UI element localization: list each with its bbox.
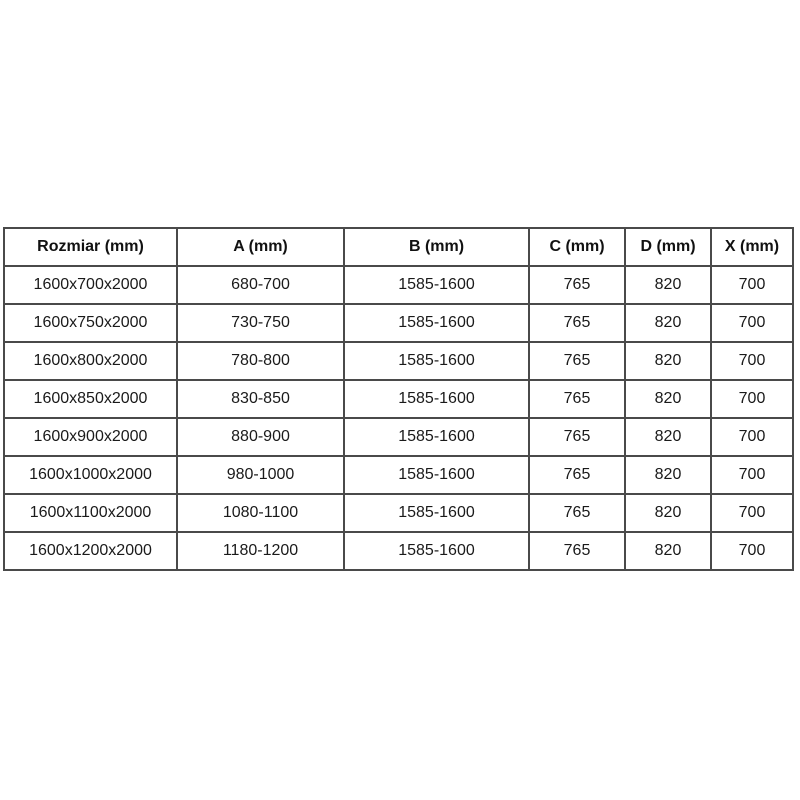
table-cell: 700 [711, 266, 793, 304]
table-cell: 820 [625, 532, 711, 570]
table-cell: 1585-1600 [344, 304, 529, 342]
table-cell: 1600x750x2000 [4, 304, 177, 342]
table-cell: 700 [711, 456, 793, 494]
table-cell: 700 [711, 532, 793, 570]
table-cell: 780-800 [177, 342, 344, 380]
table-cell: 765 [529, 494, 625, 532]
table-cell: 820 [625, 494, 711, 532]
size-spec-table-container [3, 227, 793, 571]
table-row [4, 418, 793, 456]
column-header: X (mm) [711, 228, 793, 266]
table-cell: 1585-1600 [344, 532, 529, 570]
table-cell: 700 [711, 418, 793, 456]
table-cell: 820 [625, 304, 711, 342]
table-row [4, 304, 793, 342]
table-cell: 1600x1100x2000 [4, 494, 177, 532]
table-body [4, 266, 793, 570]
table-cell: 880-900 [177, 418, 344, 456]
table-cell: 700 [711, 304, 793, 342]
table-cell: 1600x1000x2000 [4, 456, 177, 494]
table-cell: 1585-1600 [344, 342, 529, 380]
table-cell: 680-700 [177, 266, 344, 304]
column-header: D (mm) [625, 228, 711, 266]
table-cell: 820 [625, 342, 711, 380]
table-cell: 730-750 [177, 304, 344, 342]
table-cell: 700 [711, 342, 793, 380]
table-cell: 1600x700x2000 [4, 266, 177, 304]
table-cell: 1600x900x2000 [4, 418, 177, 456]
table-cell: 1180-1200 [177, 532, 344, 570]
table-cell: 820 [625, 418, 711, 456]
table-row [4, 342, 793, 380]
table-cell: 820 [625, 380, 711, 418]
table-cell: 1600x800x2000 [4, 342, 177, 380]
table-row [4, 380, 793, 418]
table-cell: 1585-1600 [344, 418, 529, 456]
table-cell: 765 [529, 456, 625, 494]
table-row [4, 532, 793, 570]
table-cell: 765 [529, 380, 625, 418]
table-cell: 820 [625, 456, 711, 494]
size-spec-table [3, 227, 794, 571]
column-header: A (mm) [177, 228, 344, 266]
table-cell: 765 [529, 266, 625, 304]
table-cell: 980-1000 [177, 456, 344, 494]
table-row [4, 494, 793, 532]
table-cell: 1080-1100 [177, 494, 344, 532]
table-cell: 765 [529, 342, 625, 380]
table-cell: 1585-1600 [344, 266, 529, 304]
table-row [4, 456, 793, 494]
column-header: B (mm) [344, 228, 529, 266]
table-cell: 765 [529, 418, 625, 456]
table-cell: 1600x1200x2000 [4, 532, 177, 570]
table-cell: 1585-1600 [344, 380, 529, 418]
header-row [4, 228, 793, 266]
table-cell: 1600x850x2000 [4, 380, 177, 418]
table-row [4, 266, 793, 304]
table-cell: 1585-1600 [344, 494, 529, 532]
table-cell: 765 [529, 304, 625, 342]
table-cell: 820 [625, 266, 711, 304]
table-cell: 1585-1600 [344, 456, 529, 494]
column-header: Rozmiar (mm) [4, 228, 177, 266]
table-cell: 700 [711, 494, 793, 532]
table-cell: 700 [711, 380, 793, 418]
table-cell: 830-850 [177, 380, 344, 418]
table-cell: 765 [529, 532, 625, 570]
column-header: C (mm) [529, 228, 625, 266]
